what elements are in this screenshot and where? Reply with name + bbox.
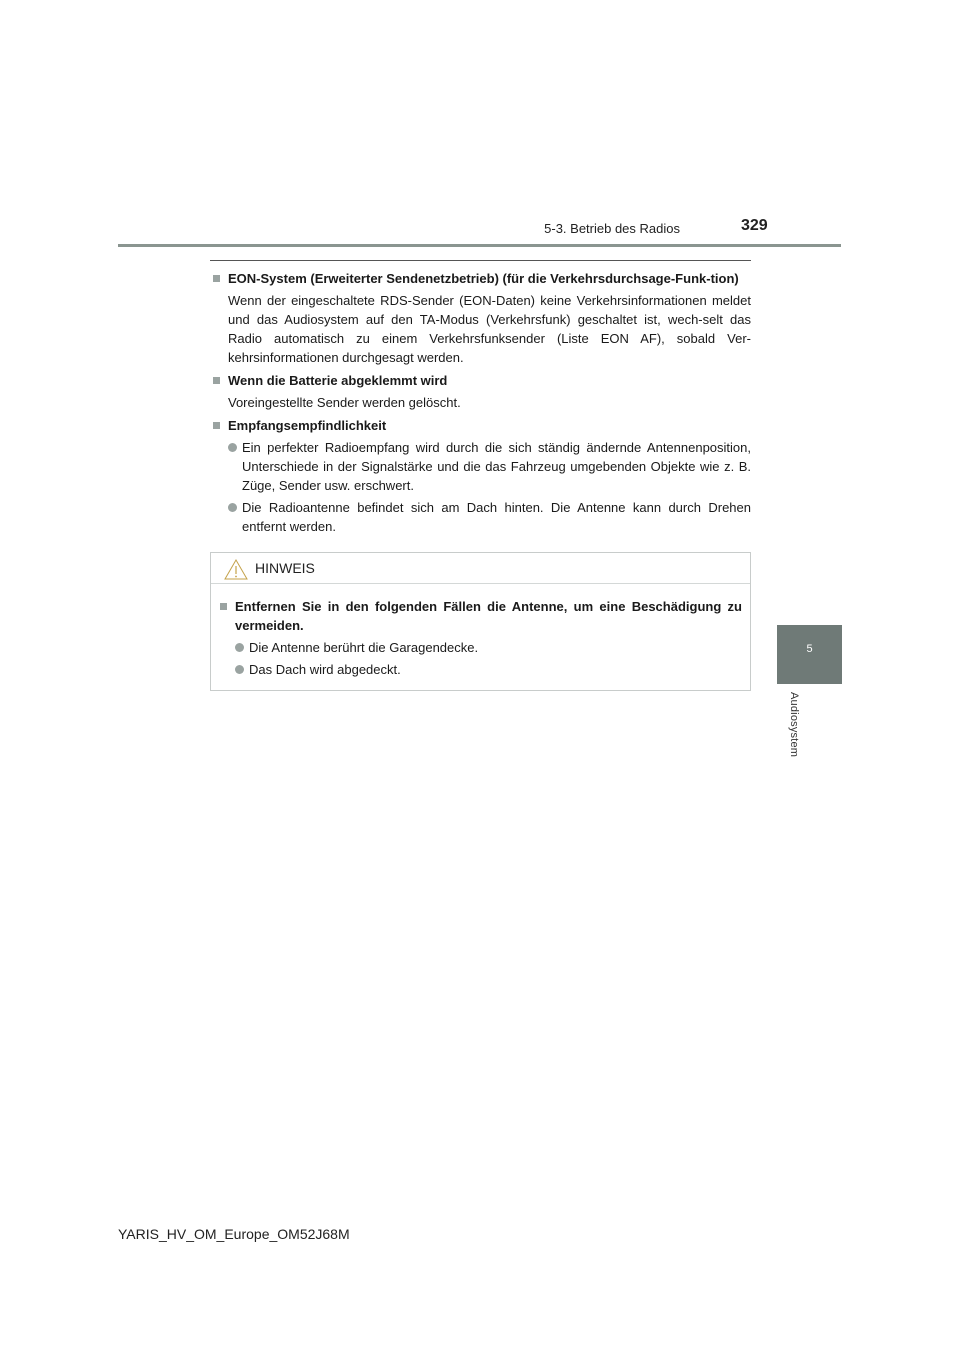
chapter-number: 5 — [806, 643, 813, 655]
section-reception — [210, 416, 751, 536]
section-eon — [210, 269, 751, 367]
dot-bullet-icon — [228, 443, 237, 452]
dot-bullet-icon — [228, 503, 237, 512]
list-item-text: Die Radioantenne befindet sich am Dach hinten. Die Antenne kann durch Drehen entfernt werden. — [242, 500, 751, 534]
list-item-text: Die Antenne berührt die Garagendecke. — [249, 640, 479, 655]
content-divider — [210, 260, 751, 261]
list-item-text: Ein perfekter Radioempfang wird durch die sich ständig ändernde Antennenposition, Unterschiede in der Signalstärke und die das Fahrzeug umgebenden Objekte wie z. B. Züge, Sender usw. erschwert. — [242, 440, 751, 493]
header-divider — [118, 244, 841, 247]
square-bullet-icon — [213, 377, 220, 384]
square-bullet-icon — [213, 422, 220, 429]
section-heading — [210, 416, 751, 435]
document-footer: YARIS_HV_OM_Europe_OM52J68M — [118, 1226, 350, 1242]
main-content — [210, 260, 751, 540]
section-title: 5-3. Betrieb des Radios — [544, 221, 680, 236]
section-heading-text: EON-System (Erweiterter Sendenetzbetrieb) (für die Verkehrsdurchsage-Funk-tion) — [228, 271, 739, 286]
notice-heading-text: Entfernen Sie in den folgenden Fällen die Antenne, um eine Beschädigung zu vermeiden. — [235, 599, 742, 633]
page-number: 329 — [741, 217, 768, 234]
square-bullet-icon — [220, 603, 227, 610]
notice-box — [210, 552, 751, 691]
warning-icon — [224, 559, 248, 580]
list-item — [228, 498, 751, 536]
section-heading-text: Wenn die Batterie abgeklemmt wird — [228, 373, 448, 388]
section-heading — [210, 269, 751, 288]
list-item-text: Das Dach wird abgedeckt. — [249, 662, 401, 677]
list-item — [235, 660, 742, 679]
dot-bullet-icon — [235, 665, 244, 674]
list-item — [235, 638, 742, 657]
section-body: Wenn der eingeschaltete RDS-Sender (EON-Daten) keine Verkehrsinformationen meldet und das Audiosystem auf den TA-Modus (Verkehrsfunk) geschaltet ist, wech-selt das Radio automatisch zu einem Verkehrsfunksender (Liste EON AF), sobald Ver-kehrsinformationen durchgesagt werden. — [228, 293, 751, 365]
chapter-label-wrap — [788, 692, 804, 770]
notice-title: HINWEIS — [255, 560, 315, 576]
section-heading-text: Empfangsempfindlichkeit — [228, 418, 387, 433]
square-bullet-icon — [213, 275, 220, 282]
section-body: Voreingestellte Sender werden gelöscht. — [228, 395, 461, 410]
chapter-tab — [777, 625, 842, 684]
notice-body — [211, 584, 750, 679]
section-heading — [210, 371, 751, 390]
chapter-label: Audiosystem — [788, 692, 800, 758]
section-battery — [210, 371, 751, 412]
list-item — [228, 438, 751, 495]
notice-heading — [217, 597, 742, 635]
notice-header — [211, 553, 750, 584]
dot-bullet-icon — [235, 643, 244, 652]
